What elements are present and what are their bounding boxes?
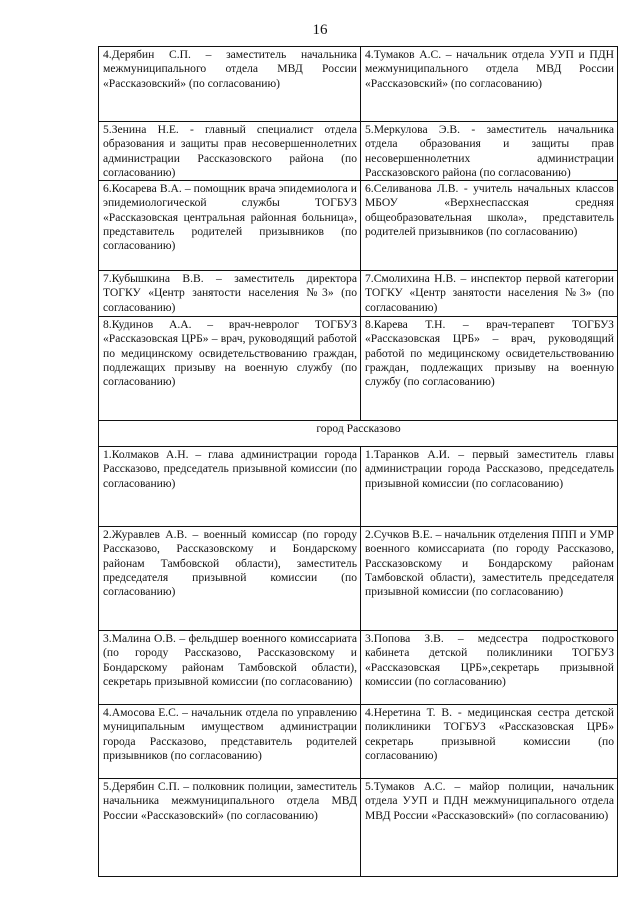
main-member-cell: 5.Зенина Н.Е. - главный специалист отдела образования и защиты прав несовершеннолетних администрации Рассказовского района (по согласованию) <box>99 122 361 181</box>
main-member-cell: 1.Колмаков А.Н. – глава администрации города Рассказово, председатель призывной комиссии (по согласованию) <box>99 447 361 527</box>
table-row <box>99 527 618 631</box>
main-member-cell: 8.Кудинов А.А. – врач-невролог ТОГБУЗ «Рассказовская ЦРБ» – врач, руководящий работой по медицинскому освидетельствованию граждан, подлежащих призыву на военную службу (по согласованию) <box>99 317 361 421</box>
reserve-member-cell: 1.Таранков А.И. – первый заместитель главы администрации города Рассказово, председатель призывной комиссии (по согласованию) <box>361 447 618 527</box>
reserve-member-cell: 8.Карева Т.Н. – врач-терапевт ТОГБУЗ «Рассказовская ЦРБ» – врач, руководящий работой по медицинскому освидетельствованию граждан, подлежащих призыву на военную службу (по согласованию) <box>361 317 618 421</box>
reserve-member-cell: 4.Тумаков А.С. – начальник отдела УУП и ПДН межмуниципального отдела МВД России «Рассказовский» (по согласованию) <box>361 47 618 122</box>
main-member-cell: 6.Косарева В.А. – помощник врача эпидемиолога и эпидемиологической службы ТОГБУЗ «Рассказовская центральная районная больница», представитель родителей призывников (по согласованию) <box>99 181 361 271</box>
reserve-member-cell: 5.Тумаков А.С. – майор полиции, начальник отдела УУП и ПДН межмуниципального отдела МВД России «Рассказовский» (по согласованию) <box>361 779 618 877</box>
main-member-cell: 3.Малина О.В. – фельдшер военного комиссариата (по городу Рассказово, Рассказовскому и Бондарскому районам Тамбовской области), секретарь призывной комиссии (по согласованию) <box>99 631 361 705</box>
reserve-member-cell: 6.Селиванова Л.В. - учитель начальных классов МБОУ «Верхнеспасская средняя общеобразовательная школа», представитель родителей призывников (по согласованию) <box>361 181 618 271</box>
table-row <box>99 631 618 705</box>
section-title: город Рассказово <box>99 421 618 447</box>
main-member-cell: 4.Амосова Е.С. – начальник отдела по управлению муниципальным имуществом администрации города Рассказово, представитель родителей призывников (по согласованию) <box>99 705 361 779</box>
table-row <box>99 271 618 317</box>
table-row <box>99 447 618 527</box>
table-row <box>99 122 618 181</box>
commission-composition-table <box>98 46 618 877</box>
table-row <box>99 181 618 271</box>
page-number: 16 <box>312 22 328 38</box>
table-row <box>99 705 618 779</box>
main-member-cell: 2.Журавлев А.В. – военный комиссар (по городу Рассказово, Рассказовскому и Бондарскому районам Тамбовской области), заместитель председателя призывной комиссии (по согласованию) <box>99 527 361 631</box>
reserve-member-cell: 5.Меркулова Э.В. - заместитель начальника отдела образования и защиты прав несовершеннолетних администрации Рассказовского района (по согласованию) <box>361 122 618 181</box>
reserve-member-cell: 2.Сучков В.Е. – начальник отделения ППП и УМР военного комиссариата (по городу Рассказово, Рассказовскому и Бондарскому районам Тамбовской области), заместитель председателя призывной комиссии (по согласованию) <box>361 527 618 631</box>
main-member-cell: 4.Дерябин С.П. – заместитель начальника межмуниципального отдела МВД России «Рассказовский» (по согласованию) <box>99 47 361 122</box>
reserve-member-cell: 4.Неретина Т. В. - медицинская сестра детской поликлиники ТОГБУЗ «Рассказовская ЦРБ» секретарь призывной комиссии (по согласованию) <box>361 705 618 779</box>
main-member-cell: 5.Дерябин С.П. – полковник полиции, заместитель начальника межмуниципального отдела МВД России «Рассказовский» (по согласованию) <box>99 779 361 877</box>
section-row <box>99 421 618 447</box>
reserve-member-cell: 7.Смолихина Н.В. – инспектор первой категории ТОГКУ «Центр занятости населения №3» (по согласованию) <box>361 271 618 317</box>
table-row <box>99 47 618 122</box>
main-member-cell: 7.Кубышкина В.В. – заместитель директора ТОГКУ «Центр занятости населения №3» (по согласованию) <box>99 271 361 317</box>
table-row <box>99 317 618 421</box>
reserve-member-cell: 3.Попова З.В. – медсестра подросткового кабинета детской поликлиники ТОГБУЗ «Рассказовская ЦРБ»,секретарь призывной комиссии (по согласованию) <box>361 631 618 705</box>
table-row <box>99 779 618 877</box>
